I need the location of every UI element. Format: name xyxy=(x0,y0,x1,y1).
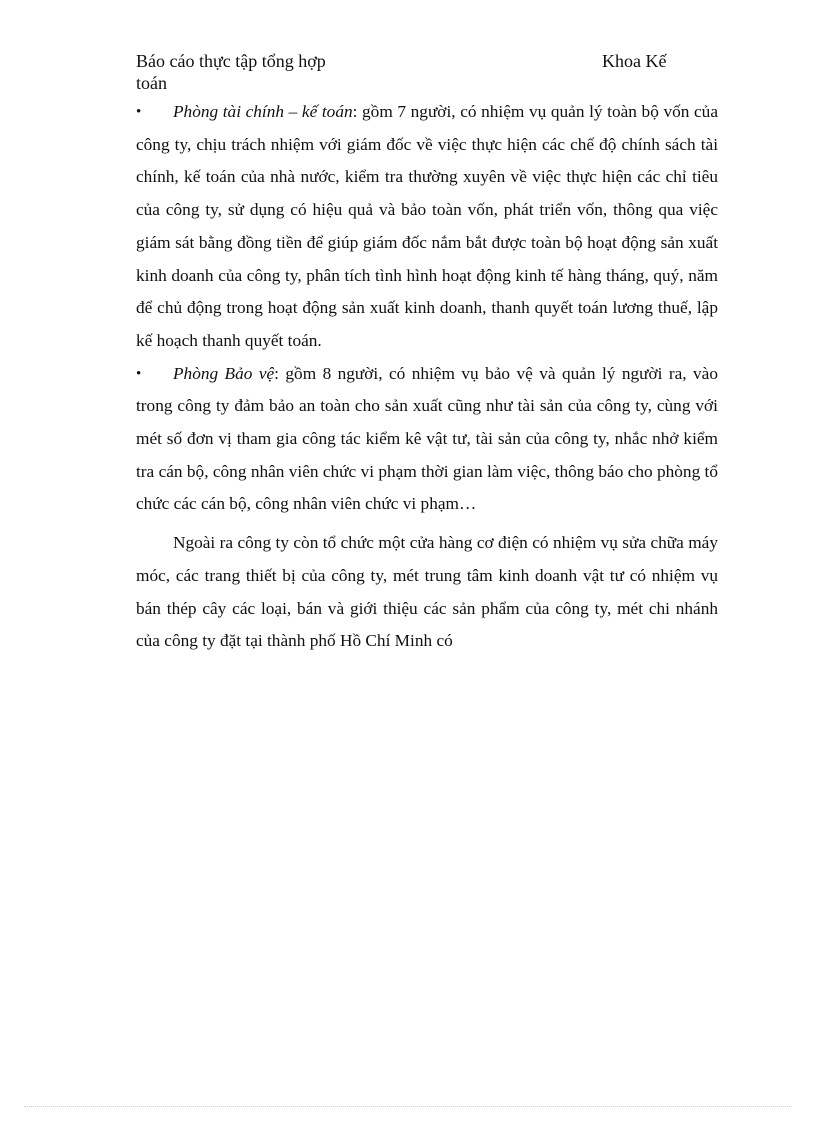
bullet-icon: • xyxy=(136,104,142,120)
document-body xyxy=(136,96,718,658)
header-report-title: Báo cáo thực tập tổng hợp xyxy=(136,51,326,71)
header-department: Khoa Kế xyxy=(602,51,667,71)
list-item-finance xyxy=(136,96,718,358)
list-item-security xyxy=(136,358,718,522)
item-text-security: : gồm 8 người, có nhiệm vụ bảo vệ và quản lý người ra, vào trong công ty đảm bảo an toàn cho sản xuất cũng như tài sản của công ty, cùng với mét số đơn vị tham gia công tác kiểm kê vật tư, tài sản của công ty, nhắc nhở kiểm tra cán bộ, công nhân viên chức vi phạm thời gian làm việc, thông báo cho phòng tổ chức các cán bộ, công nhân viên chức vi phạm… xyxy=(136,363,718,514)
header-line xyxy=(136,50,718,72)
item-text-finance: : gồm 7 người, có nhiệm vụ quản lý toàn bộ vốn của công ty, chịu trách nhiệm với giám đốc về việc thực hiện các chế độ chính sách tài chính, kế toán của nhà nước, kiểm tra thường xuyên về việc thực hiện các chỉ tiêu của công ty, sử dụng có hiệu quả và bảo toàn vốn, phát triển vốn, thông qua việc giám sát bằng đồng tiền để giúp giám đốc nắm bắt được toàn bộ hoạt động sản xuất kinh doanh của công ty, phân tích tình hình hoạt động kinh tế hàng tháng, quý, năm để chủ động trong hoạt động sản xuất kinh doanh, thanh quyết toán lương thuế, lập kế hoạch thanh quyết toán. xyxy=(136,102,718,350)
body-paragraph: Ngoài ra công ty còn tổ chức một cửa hàng cơ điện có nhiệm vụ sửa chữa máy móc, các trang thiết bị của công ty, mét trung tâm kinh doanh vật tư có nhiệm vụ bán thép cây các loại, bán và giới thiệu các sản phẩm của công ty, mét chi nhánh của công ty đặt tại thành phố Hồ Chí Minh có xyxy=(136,533,718,651)
item-title-security: Phòng Bảo vệ xyxy=(173,363,275,383)
page-header xyxy=(136,50,718,92)
header-wrap-line: toán xyxy=(136,73,167,93)
item-title-finance: Phòng tài chính – kế toán xyxy=(173,102,353,121)
page-footer-divider xyxy=(24,1106,792,1107)
bullet-icon: • xyxy=(136,365,142,382)
